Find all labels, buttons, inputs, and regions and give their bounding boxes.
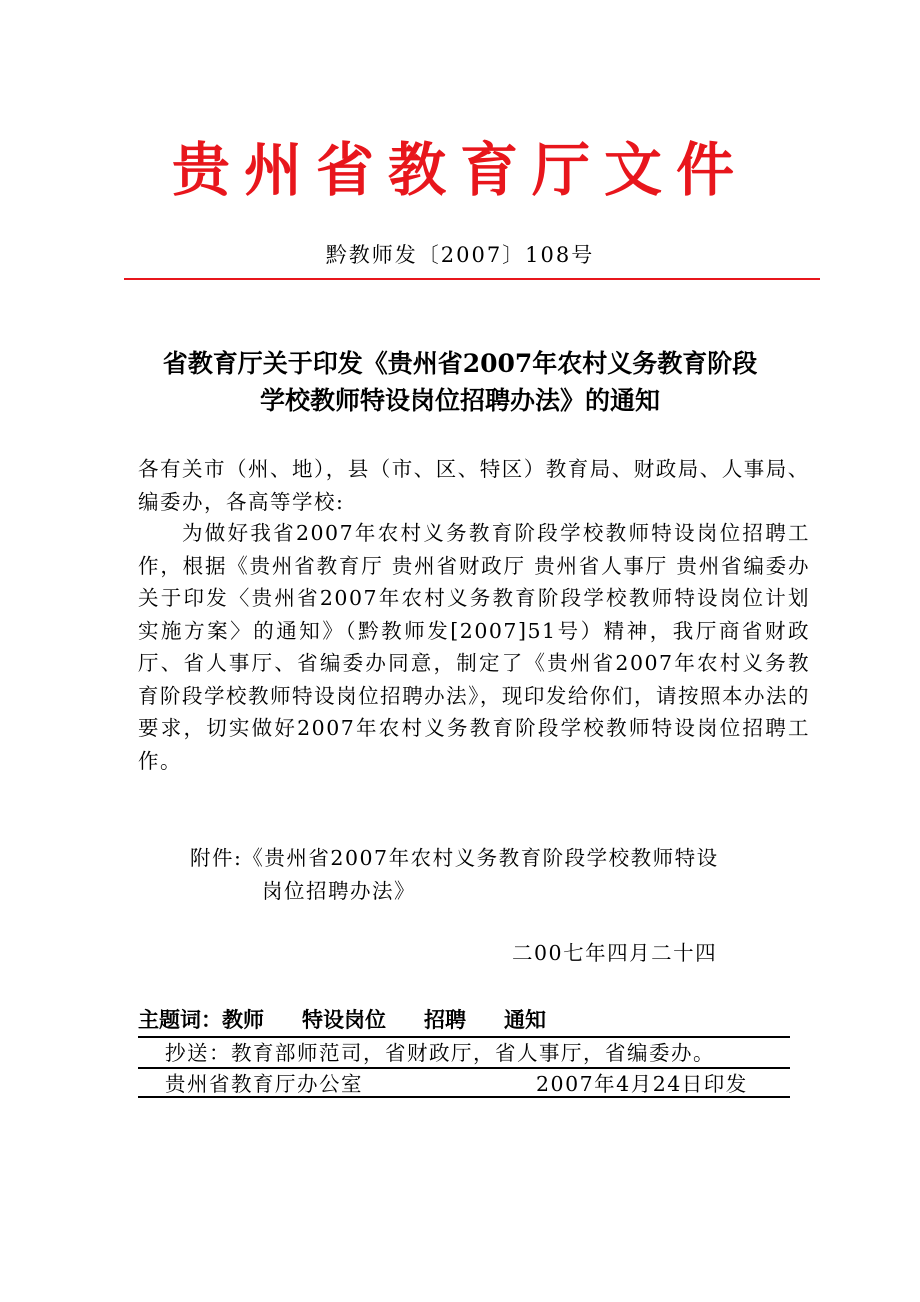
attachment (190, 842, 800, 908)
document-number: 黔教师发〔2007〕108号 (325, 243, 595, 267)
attachment-line-1: 附件:《贵州省2007年农村义务教育阶段学校教师特设 (190, 846, 719, 870)
cc-recipients: 抄送：教育部师范司，省财政厅，省人事厅，省编委办。 (165, 1041, 715, 1065)
subject-keywords (138, 1004, 546, 1036)
notice-title (0, 345, 920, 419)
issuing-authority-title: 贵州省教育厅文件 (171, 136, 748, 204)
red-separator-line (124, 278, 820, 280)
notice-title-line-2: 学校教师特设岗位招聘办法》的通知 (259, 386, 660, 415)
body-paragraph: 为做好我省2007年农村义务教育阶段学校教师特设岗位招聘工作，根据《贵州省教育厅 贵州省财政厅 贵州省人事厅 贵州省编委办关于印发〈贵州省2007年农村义务教育阶段学校教师特设岗位计划实施方案〉的通知》（黔教师发[2007]51号）精神，我厅商省财政厅、省人事厅、省编委办同意，制定了《贵州省2007年农村义务教育阶段学校教师特设岗位招聘办法》，现印发给你们，请按照本办法的要求，切实做好2007年农村义务教育阶段学校教师特设岗位招聘工作。 (138, 521, 810, 773)
signing-date: 二00七年四月二十四 (512, 941, 718, 965)
issue-date: 2007年4月24日印发 (536, 1072, 748, 1096)
keyword: 特设岗位 (302, 1007, 386, 1032)
keywords-label: 主题词： (138, 1007, 222, 1032)
keyword: 通知 (504, 1007, 546, 1032)
footer-rule-bottom (138, 1096, 790, 1098)
notice-title-line-1: 省教育厅关于印发《贵州省2007年农村义务教育阶段 (162, 349, 758, 378)
attachment-line-2: 岗位招聘办法》 (262, 879, 416, 903)
addressee: 各有关市（州、地），县（市、区、特区）教育局、财政局、人事局、编委办，各高等学校: (138, 457, 810, 514)
keyword: 招聘 (424, 1007, 466, 1032)
issuing-office: 贵州省教育厅办公室 (165, 1072, 363, 1096)
keyword: 教师 (222, 1007, 264, 1032)
